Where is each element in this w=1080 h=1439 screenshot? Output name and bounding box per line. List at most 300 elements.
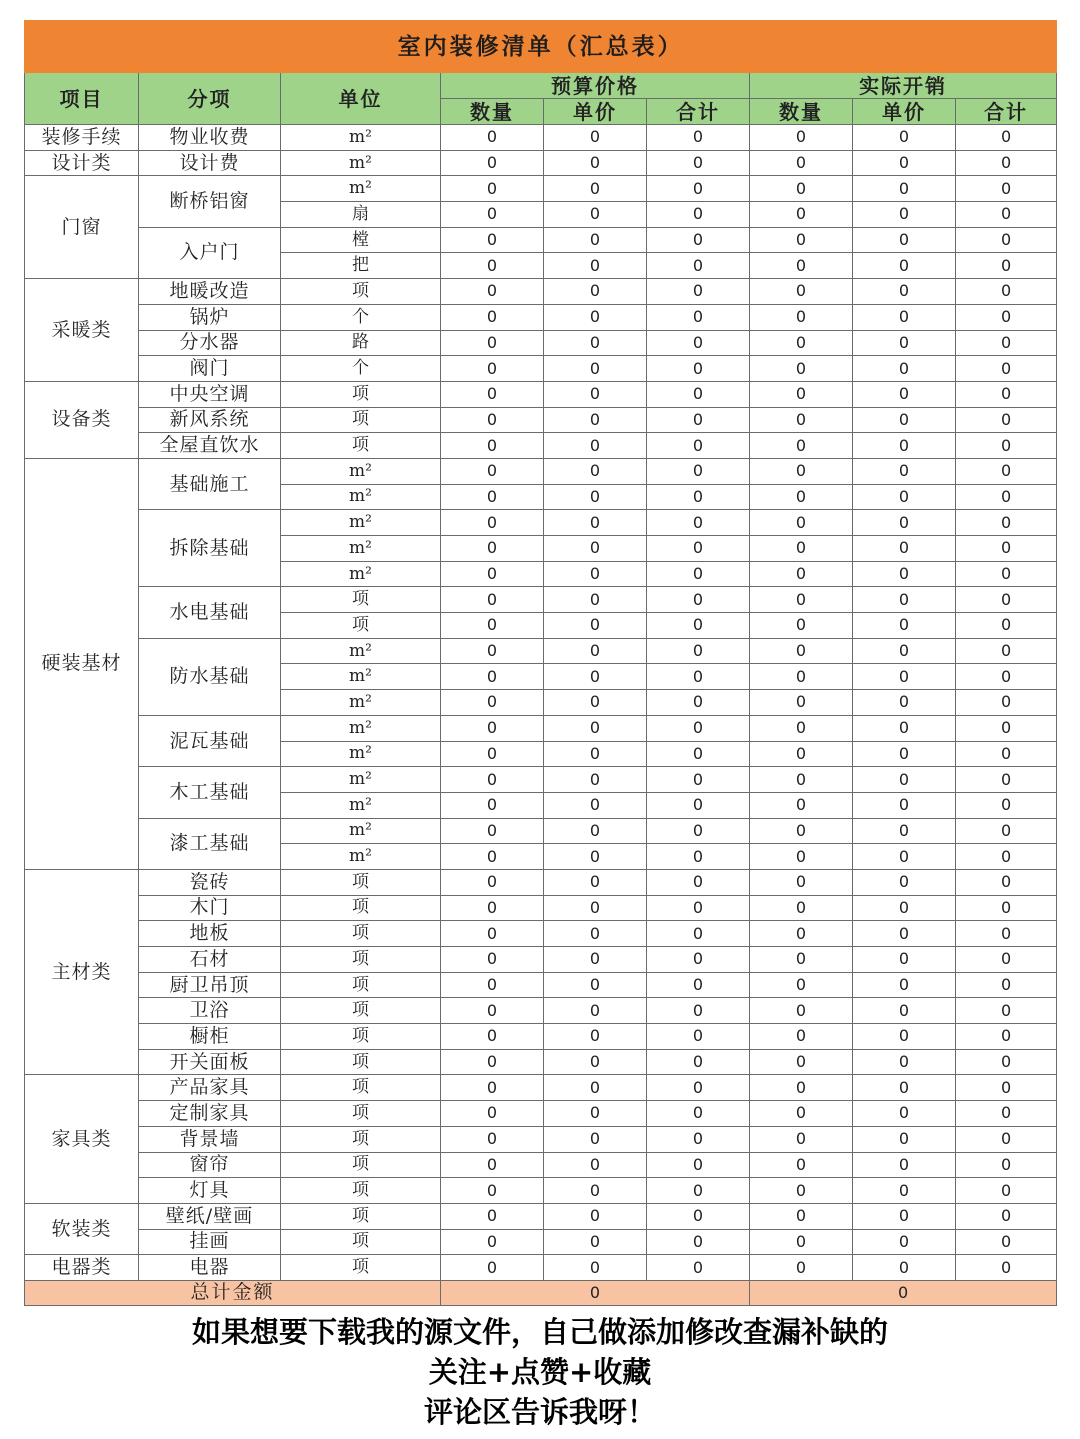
budget-price-cell: 0	[544, 227, 647, 253]
item-cell: 橱柜	[139, 1024, 281, 1050]
actual-price-cell: 0	[853, 690, 956, 716]
unit-cell: m²	[281, 638, 441, 664]
budget-sum-cell: 0	[647, 176, 750, 202]
budget-sum-cell: 0	[647, 947, 750, 973]
budget-qty-cell: 0	[441, 767, 544, 793]
unit-cell: 项	[281, 1152, 441, 1178]
item-cell: 分水器	[139, 330, 281, 356]
budget-qty-cell: 0	[441, 792, 544, 818]
actual-sum-cell: 0	[956, 1101, 1057, 1127]
budget-qty-cell: 0	[441, 818, 544, 844]
item-cell: 窗帘	[139, 1152, 281, 1178]
actual-sum-cell: 0	[956, 1024, 1057, 1050]
budget-qty-cell: 0	[441, 1152, 544, 1178]
budget-qty-cell: 0	[441, 1178, 544, 1204]
budget-price-cell: 0	[544, 741, 647, 767]
budget-qty-cell: 0	[441, 510, 544, 536]
actual-sum-cell: 0	[956, 1229, 1057, 1255]
unit-cell: m²	[281, 844, 441, 870]
actual-price-cell: 0	[853, 869, 956, 895]
actual-qty-cell: 0	[750, 690, 853, 716]
unit-cell: 项	[281, 1126, 441, 1152]
budget-sum-cell: 0	[647, 1178, 750, 1204]
unit-cell: m²	[281, 150, 441, 176]
actual-qty-cell: 0	[750, 895, 853, 921]
unit-cell: m²	[281, 690, 441, 716]
unit-cell: 项	[281, 613, 441, 639]
budget-qty-cell: 0	[441, 381, 544, 407]
budget-qty-cell: 0	[441, 715, 544, 741]
budget-price-cell: 0	[544, 561, 647, 587]
budget-qty-cell: 0	[441, 869, 544, 895]
unit-cell: 项	[281, 1229, 441, 1255]
actual-price-cell: 0	[853, 947, 956, 973]
budget-qty-cell: 0	[441, 587, 544, 613]
actual-sum-cell: 0	[956, 1178, 1057, 1204]
actual-sum-cell: 0	[956, 1152, 1057, 1178]
item-cell: 水电基础	[139, 587, 281, 638]
actual-price-cell: 0	[853, 253, 956, 279]
actual-price-cell: 0	[853, 921, 956, 947]
table-row	[25, 1049, 1057, 1075]
budget-sum-cell: 0	[647, 998, 750, 1024]
actual-price-cell: 0	[853, 1203, 956, 1229]
actual-sum-cell: 0	[956, 587, 1057, 613]
actual-qty-cell: 0	[750, 227, 853, 253]
budget-price-cell: 0	[544, 587, 647, 613]
budget-sum-cell: 0	[647, 1075, 750, 1101]
header-project: 项目	[25, 73, 139, 125]
actual-price-cell: 0	[853, 587, 956, 613]
actual-sum-cell: 0	[956, 638, 1057, 664]
header-budget-price: 单价	[544, 99, 647, 125]
unit-cell: m²	[281, 741, 441, 767]
actual-qty-cell: 0	[750, 279, 853, 305]
item-cell: 灯具	[139, 1178, 281, 1204]
actual-qty-cell: 0	[750, 844, 853, 870]
actual-price-cell: 0	[853, 279, 956, 305]
budget-qty-cell: 0	[441, 998, 544, 1024]
budget-price-cell: 0	[544, 818, 647, 844]
item-cell: 电器	[139, 1255, 281, 1281]
budget-price-cell: 0	[544, 176, 647, 202]
header-unit: 单位	[281, 73, 441, 125]
unit-cell: m²	[281, 792, 441, 818]
actual-sum-cell: 0	[956, 844, 1057, 870]
table-row	[25, 381, 1057, 407]
budget-price-cell: 0	[544, 1075, 647, 1101]
budget-price-cell: 0	[544, 433, 647, 459]
actual-qty-cell: 0	[750, 433, 853, 459]
table-row	[25, 1101, 1057, 1127]
budget-sum-cell: 0	[647, 741, 750, 767]
table-row	[25, 1178, 1057, 1204]
actual-qty-cell: 0	[750, 869, 853, 895]
budget-price-cell: 0	[544, 895, 647, 921]
actual-sum-cell: 0	[956, 433, 1057, 459]
table-row	[25, 715, 1057, 741]
budget-sum-cell: 0	[647, 202, 750, 228]
budget-qty-cell: 0	[441, 972, 544, 998]
budget-price-cell: 0	[544, 484, 647, 510]
unit-cell: 项	[281, 587, 441, 613]
actual-sum-cell: 0	[956, 279, 1057, 305]
actual-qty-cell: 0	[750, 1101, 853, 1127]
unit-cell: 项	[281, 407, 441, 433]
budget-sum-cell: 0	[647, 279, 750, 305]
unit-cell: 扇	[281, 202, 441, 228]
actual-price-cell: 0	[853, 715, 956, 741]
budget-sum-cell: 0	[647, 1126, 750, 1152]
actual-price-cell: 0	[853, 1126, 956, 1152]
actual-price-cell: 0	[853, 818, 956, 844]
budget-price-cell: 0	[544, 1126, 647, 1152]
item-cell: 锅炉	[139, 304, 281, 330]
actual-sum-cell: 0	[956, 1203, 1057, 1229]
budget-sum-cell: 0	[647, 587, 750, 613]
actual-price-cell: 0	[853, 125, 956, 151]
unit-cell: m²	[281, 664, 441, 690]
actual-qty-cell: 0	[750, 664, 853, 690]
actual-price-cell: 0	[853, 1049, 956, 1075]
actual-qty-cell: 0	[750, 150, 853, 176]
budget-qty-cell: 0	[441, 690, 544, 716]
budget-sum-cell: 0	[647, 818, 750, 844]
budget-price-cell: 0	[544, 664, 647, 690]
budget-price-cell: 0	[544, 1024, 647, 1050]
actual-sum-cell: 0	[956, 330, 1057, 356]
budget-qty-cell: 0	[441, 741, 544, 767]
table-row	[25, 227, 1057, 253]
table-row	[25, 1126, 1057, 1152]
actual-qty-cell: 0	[750, 253, 853, 279]
budget-price-cell: 0	[544, 1101, 647, 1127]
unit-cell: 项	[281, 381, 441, 407]
budget-sum-cell: 0	[647, 690, 750, 716]
budget-qty-cell: 0	[441, 433, 544, 459]
actual-price-cell: 0	[853, 536, 956, 562]
budget-qty-cell: 0	[441, 1126, 544, 1152]
category-cell: 软装类	[25, 1203, 139, 1254]
category-cell: 设计类	[25, 150, 139, 176]
unit-cell: 项	[281, 1255, 441, 1281]
actual-price-cell: 0	[853, 1024, 956, 1050]
budget-qty-cell: 0	[441, 1024, 544, 1050]
budget-qty-cell: 0	[441, 536, 544, 562]
unit-cell: 项	[281, 895, 441, 921]
budget-qty-cell: 0	[441, 638, 544, 664]
actual-sum-cell: 0	[956, 458, 1057, 484]
budget-price-cell: 0	[544, 844, 647, 870]
item-cell: 地板	[139, 921, 281, 947]
budget-sum-cell: 0	[647, 613, 750, 639]
unit-cell: 项	[281, 998, 441, 1024]
budget-price-cell: 0	[544, 715, 647, 741]
actual-sum-cell: 0	[956, 715, 1057, 741]
budget-price-cell: 0	[544, 330, 647, 356]
table-row	[25, 1075, 1057, 1101]
table-row	[25, 767, 1057, 793]
budget-sum-cell: 0	[647, 895, 750, 921]
actual-sum-cell: 0	[956, 536, 1057, 562]
budget-qty-cell: 0	[441, 561, 544, 587]
actual-qty-cell: 0	[750, 356, 853, 382]
unit-cell: 项	[281, 1178, 441, 1204]
actual-qty-cell: 0	[750, 1075, 853, 1101]
footer-note	[0, 1312, 1080, 1432]
unit-cell: m²	[281, 484, 441, 510]
footer-line-3: 评论区告诉我呀！	[423, 1395, 656, 1429]
header-actual-sum: 合计	[956, 99, 1057, 125]
actual-qty-cell: 0	[750, 921, 853, 947]
actual-qty-cell: 0	[750, 330, 853, 356]
budget-sum-cell: 0	[647, 356, 750, 382]
budget-sum-cell: 0	[647, 844, 750, 870]
actual-qty-cell: 0	[750, 1255, 853, 1281]
actual-price-cell: 0	[853, 150, 956, 176]
actual-price-cell: 0	[853, 613, 956, 639]
category-cell: 门窗	[25, 176, 139, 279]
actual-price-cell: 0	[853, 1229, 956, 1255]
actual-sum-cell: 0	[956, 227, 1057, 253]
item-cell: 木工基础	[139, 767, 281, 818]
sheet-title: 室内装修清单（汇总表）	[25, 21, 1057, 73]
unit-cell: 项	[281, 1049, 441, 1075]
budget-qty-cell: 0	[441, 1075, 544, 1101]
actual-qty-cell: 0	[750, 561, 853, 587]
unit-cell: m²	[281, 510, 441, 536]
actual-sum-cell: 0	[956, 150, 1057, 176]
total-row	[25, 1280, 1057, 1305]
item-cell: 防水基础	[139, 638, 281, 715]
category-cell: 主材类	[25, 869, 139, 1075]
actual-qty-cell: 0	[750, 1229, 853, 1255]
header-actual-price: 单价	[853, 99, 956, 125]
budget-sum-cell: 0	[647, 253, 750, 279]
unit-cell: m²	[281, 125, 441, 151]
unit-cell: 个	[281, 304, 441, 330]
budget-qty-cell: 0	[441, 150, 544, 176]
item-cell: 漆工基础	[139, 818, 281, 869]
item-cell: 开关面板	[139, 1049, 281, 1075]
budget-sum-cell: 0	[647, 458, 750, 484]
unit-cell: m²	[281, 176, 441, 202]
actual-sum-cell: 0	[956, 356, 1057, 382]
budget-sum-cell: 0	[647, 510, 750, 536]
category-cell: 设备类	[25, 381, 139, 458]
actual-sum-cell: 0	[956, 664, 1057, 690]
budget-sum-cell: 0	[647, 1101, 750, 1127]
budget-sum-cell: 0	[647, 1203, 750, 1229]
budget-qty-cell: 0	[441, 664, 544, 690]
budget-price-cell: 0	[544, 458, 647, 484]
unit-cell: 个	[281, 356, 441, 382]
unit-cell: 路	[281, 330, 441, 356]
unit-cell: m²	[281, 715, 441, 741]
actual-price-cell: 0	[853, 356, 956, 382]
budget-qty-cell: 0	[441, 613, 544, 639]
unit-cell: 项	[281, 947, 441, 973]
unit-cell: 项	[281, 972, 441, 998]
actual-qty-cell: 0	[750, 202, 853, 228]
budget-sum-cell: 0	[647, 1049, 750, 1075]
budget-sum-cell: 0	[647, 921, 750, 947]
actual-sum-cell: 0	[956, 767, 1057, 793]
table-row	[25, 356, 1057, 382]
table-row	[25, 869, 1057, 895]
actual-qty-cell: 0	[750, 767, 853, 793]
unit-cell: 樘	[281, 227, 441, 253]
actual-sum-cell: 0	[956, 125, 1057, 151]
budget-sum-cell: 0	[647, 536, 750, 562]
budget-qty-cell: 0	[441, 176, 544, 202]
actual-qty-cell: 0	[750, 715, 853, 741]
unit-cell: 项	[281, 279, 441, 305]
actual-qty-cell: 0	[750, 176, 853, 202]
table-row	[25, 433, 1057, 459]
summary-sheet	[24, 20, 1056, 1306]
actual-sum-cell: 0	[956, 818, 1057, 844]
actual-qty-cell: 0	[750, 998, 853, 1024]
table-row	[25, 895, 1057, 921]
budget-price-cell: 0	[544, 921, 647, 947]
unit-cell: m²	[281, 561, 441, 587]
budget-price-cell: 0	[544, 690, 647, 716]
actual-qty-cell: 0	[750, 818, 853, 844]
budget-price-cell: 0	[544, 407, 647, 433]
budget-sum-cell: 0	[647, 1229, 750, 1255]
budget-qty-cell: 0	[441, 921, 544, 947]
actual-qty-cell: 0	[750, 484, 853, 510]
budget-price-cell: 0	[544, 869, 647, 895]
actual-sum-cell: 0	[956, 690, 1057, 716]
item-cell: 产品家具	[139, 1075, 281, 1101]
item-cell: 全屋直饮水	[139, 433, 281, 459]
budget-qty-cell: 0	[441, 1049, 544, 1075]
budget-qty-cell: 0	[441, 356, 544, 382]
budget-qty-cell: 0	[441, 227, 544, 253]
item-cell: 挂画	[139, 1229, 281, 1255]
actual-sum-cell: 0	[956, 1049, 1057, 1075]
actual-qty-cell: 0	[750, 304, 853, 330]
budget-price-cell: 0	[544, 202, 647, 228]
table-row	[25, 125, 1057, 151]
table-row	[25, 176, 1057, 202]
actual-qty-cell: 0	[750, 381, 853, 407]
actual-price-cell: 0	[853, 304, 956, 330]
budget-qty-cell: 0	[441, 407, 544, 433]
actual-price-cell: 0	[853, 407, 956, 433]
budget-qty-cell: 0	[441, 1229, 544, 1255]
budget-qty-cell: 0	[441, 484, 544, 510]
unit-cell: 项	[281, 1203, 441, 1229]
actual-price-cell: 0	[853, 998, 956, 1024]
actual-price-cell: 0	[853, 510, 956, 536]
actual-qty-cell: 0	[750, 947, 853, 973]
item-cell: 壁纸/壁画	[139, 1203, 281, 1229]
category-cell: 硬装基材	[25, 458, 139, 869]
actual-price-cell: 0	[853, 664, 956, 690]
unit-cell: m²	[281, 767, 441, 793]
budget-qty-cell: 0	[441, 844, 544, 870]
item-cell: 地暖改造	[139, 279, 281, 305]
actual-sum-cell: 0	[956, 972, 1057, 998]
actual-price-cell: 0	[853, 176, 956, 202]
table-row	[25, 279, 1057, 305]
budget-price-cell: 0	[544, 381, 647, 407]
budget-sum-cell: 0	[647, 381, 750, 407]
actual-sum-cell: 0	[956, 304, 1057, 330]
actual-sum-cell: 0	[956, 998, 1057, 1024]
item-cell: 定制家具	[139, 1101, 281, 1127]
actual-price-cell: 0	[853, 741, 956, 767]
item-cell: 断桥铝窗	[139, 176, 281, 227]
budget-sum-cell: 0	[647, 638, 750, 664]
budget-sum-cell: 0	[647, 767, 750, 793]
category-cell: 采暖类	[25, 279, 139, 382]
unit-cell: 项	[281, 1101, 441, 1127]
table-row	[25, 818, 1057, 844]
footer-line-1: 如果想要下载我的源文件，自己做添加修改查漏补缺的	[191, 1315, 888, 1349]
actual-price-cell: 0	[853, 1178, 956, 1204]
table-row	[25, 1255, 1057, 1281]
budget-price-cell: 0	[544, 510, 647, 536]
budget-sum-cell: 0	[647, 972, 750, 998]
actual-price-cell: 0	[853, 972, 956, 998]
actual-sum-cell: 0	[956, 1255, 1057, 1281]
actual-qty-cell: 0	[750, 1152, 853, 1178]
category-cell: 电器类	[25, 1255, 139, 1281]
actual-price-cell: 0	[853, 458, 956, 484]
budget-qty-cell: 0	[441, 304, 544, 330]
budget-qty-cell: 0	[441, 253, 544, 279]
actual-price-cell: 0	[853, 844, 956, 870]
actual-qty-cell: 0	[750, 510, 853, 536]
actual-sum-cell: 0	[956, 921, 1057, 947]
budget-price-cell: 0	[544, 792, 647, 818]
actual-qty-cell: 0	[750, 1203, 853, 1229]
table-row	[25, 998, 1057, 1024]
header-actual: 实际开销	[750, 73, 1057, 99]
total-actual: 0	[750, 1280, 1057, 1305]
header-budget-qty: 数量	[441, 99, 544, 125]
footer-line-2: 关注+点赞+收藏	[428, 1355, 652, 1389]
budget-qty-cell: 0	[441, 279, 544, 305]
actual-price-cell: 0	[853, 202, 956, 228]
budget-sum-cell: 0	[647, 1024, 750, 1050]
item-cell: 卫浴	[139, 998, 281, 1024]
budget-sum-cell: 0	[647, 869, 750, 895]
total-budget: 0	[441, 1280, 750, 1305]
budget-sum-cell: 0	[647, 304, 750, 330]
actual-qty-cell: 0	[750, 613, 853, 639]
budget-price-cell: 0	[544, 1178, 647, 1204]
budget-price-cell: 0	[544, 150, 647, 176]
budget-qty-cell: 0	[441, 1255, 544, 1281]
unit-cell: 项	[281, 1024, 441, 1050]
budget-price-cell: 0	[544, 947, 647, 973]
actual-sum-cell: 0	[956, 1126, 1057, 1152]
actual-sum-cell: 0	[956, 381, 1057, 407]
budget-qty-cell: 0	[441, 1101, 544, 1127]
item-cell: 中央空调	[139, 381, 281, 407]
table-row	[25, 1152, 1057, 1178]
actual-sum-cell: 0	[956, 407, 1057, 433]
budget-sum-cell: 0	[647, 227, 750, 253]
actual-price-cell: 0	[853, 895, 956, 921]
table-row	[25, 330, 1057, 356]
actual-sum-cell: 0	[956, 510, 1057, 536]
